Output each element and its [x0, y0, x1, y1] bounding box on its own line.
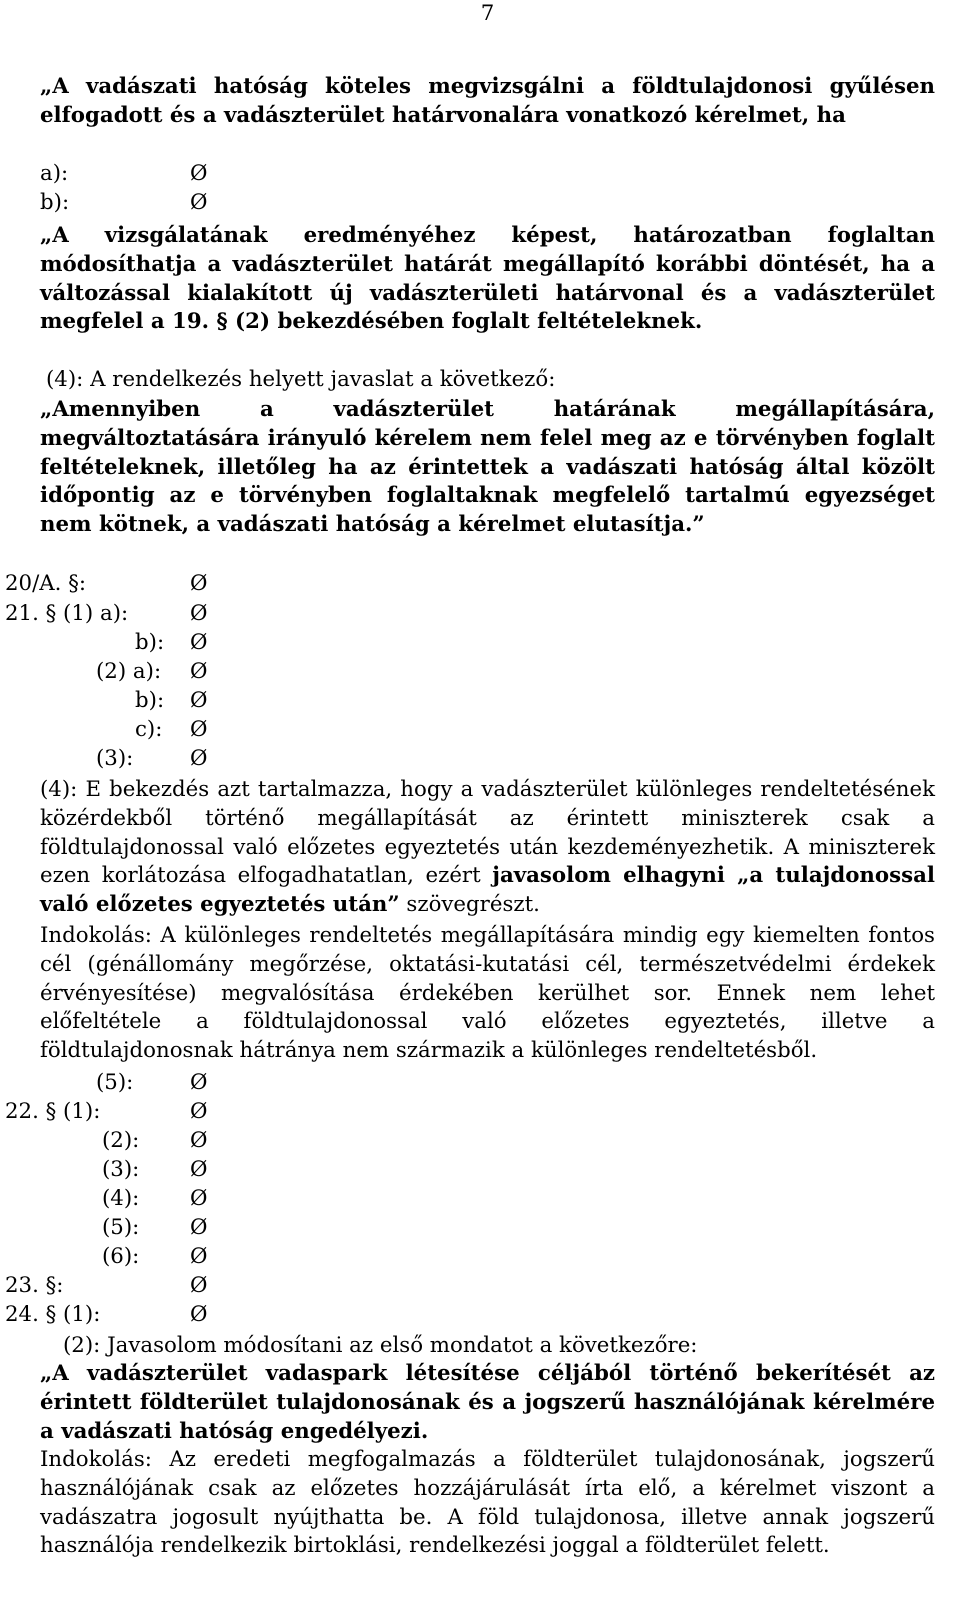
empty-symbol: Ø [190, 1215, 208, 1240]
section-label: (3): [102, 1157, 140, 1182]
paragraph-justification: Indokolás: A különleges rendeltetés megállapítására mindig egy kiemelten fontos cél (génállomány megőrzése, oktatási-kutatási cél, természetvédelmi érdekek érvényesítése) megvalósítása érdekében kerülhet sor. Ennek nem lehet előfeltétele a földtulajdonossal való előzetes egyeztetés, illetve a földtulajdonosnak hátránya nem származik a különleges rendeltetésből. [40, 923, 935, 1064]
section-label: (6): [102, 1244, 140, 1269]
empty-symbol: Ø [190, 190, 208, 215]
paragraph-proposed-text: „Amennyiben a vadászterület határának megállapítására, megváltoztatására irányuló kérelem nem felel meg az e törvényben foglalt feltételeknek, illetőleg ha az érintettek a vadászati hatóság által közölt időpontig az e törvényben foglaltaknak megfelelő tartalmú egyezséget nem kötnek, a vadászati hatóság a kérelmet elutasítja.” [40, 397, 935, 538]
empty-symbol: Ø [190, 746, 208, 771]
section-label: 22. § (1): [5, 1099, 101, 1124]
section-label: 24. § (1): [5, 1302, 101, 1327]
section-label: (5): [102, 1215, 140, 1240]
empty-symbol: Ø [190, 1099, 208, 1124]
empty-symbol: Ø [190, 1157, 208, 1182]
empty-symbol: Ø [190, 1244, 208, 1269]
empty-symbol: Ø [190, 717, 208, 742]
item-label: a): [40, 161, 69, 186]
section-label: c): [135, 717, 163, 742]
section-label: (3): [96, 746, 134, 771]
paragraph-hunting-authority: „A vadászati hatóság köteles megvizsgálni a földtulajdonosi gyűlésen elfogadott és a vadászterület határvonalára vonatkozó kérelmet, ha [40, 74, 935, 128]
paragraph-justification-fencing: Indokolás: Az eredeti megfogalmazás a földterület tulajdonosának, jogszerű használójának csak az előzetes hozzájárulását írta elő, a kérelmet viszont a vadászatra jogosult nyújthatta be. A föld tulajdonosa, illetve annak jogszerű használója rendelkezik birtoklási, rendelkezési joggal a földterület felett. [40, 1447, 935, 1559]
paragraph-modification-intro: (2): Javasolom módosítani az első mondatot a következőre: [63, 1333, 698, 1358]
paragraph-proposal-intro: (4): A rendelkezés helyett javaslat a következő: [46, 367, 556, 392]
empty-symbol: Ø [190, 1186, 208, 1211]
section-label: (2): [102, 1128, 140, 1153]
section-label: b): [135, 630, 165, 655]
section-label: b): [135, 688, 165, 713]
paragraph-text: (4): E bekezdés azt tartalmazza, hogy a vadászterület különleges rendeltetésének közérdekből történő megállapítását az érintett miniszterek csak a földtulajdonossal való előzetes egyeztetés után kezdeményezhetik. A miniszterek ezen korlátozása elfogadhatatlan, ezért [40, 777, 935, 889]
paragraph-text: szövegrészt. [399, 892, 540, 918]
empty-symbol: Ø [190, 571, 208, 596]
section-label: 20/A. §: [5, 571, 87, 596]
section-label: (4): [102, 1186, 140, 1211]
section-label: (5): [96, 1070, 134, 1095]
section-label: 21. § (1) a): [5, 601, 129, 626]
section-label: 23. §: [5, 1273, 64, 1298]
section-label: (2) a): [96, 659, 162, 684]
empty-symbol: Ø [190, 161, 208, 186]
empty-symbol: Ø [190, 630, 208, 655]
empty-symbol: Ø [190, 601, 208, 626]
empty-symbol: Ø [190, 1128, 208, 1153]
paragraph-examination-result: „A vizsgálatának eredményéhez képest, határozatban foglaltan módosíthatja a vadászterület határát megállapító korábbi döntését, ha a változással kialakított új vadászterületi határvonal és a vadászterület megfelel a 19. § (2) bekezdésében foglalt feltételeknek. [40, 223, 935, 335]
empty-symbol: Ø [190, 1273, 208, 1298]
item-label: b): [40, 190, 70, 215]
empty-symbol: Ø [190, 688, 208, 713]
empty-symbol: Ø [190, 1070, 208, 1095]
paragraph-special-purpose [40, 776, 935, 920]
empty-symbol: Ø [190, 1302, 208, 1327]
page-number: 7 [480, 1, 495, 26]
paragraph-fencing-proposal: „A vadászterület vadaspark létesítése céljából történő bekerítését az érintett földterület tulajdonosának és a jogszerű használójának kérelmére a vadászati hatóság engedélyezi. [40, 1361, 935, 1444]
empty-symbol: Ø [190, 659, 208, 684]
proposal-emphasis: javasolom elhagyni „a tulajdonossal való előzetes egyeztetés után” [40, 863, 935, 918]
